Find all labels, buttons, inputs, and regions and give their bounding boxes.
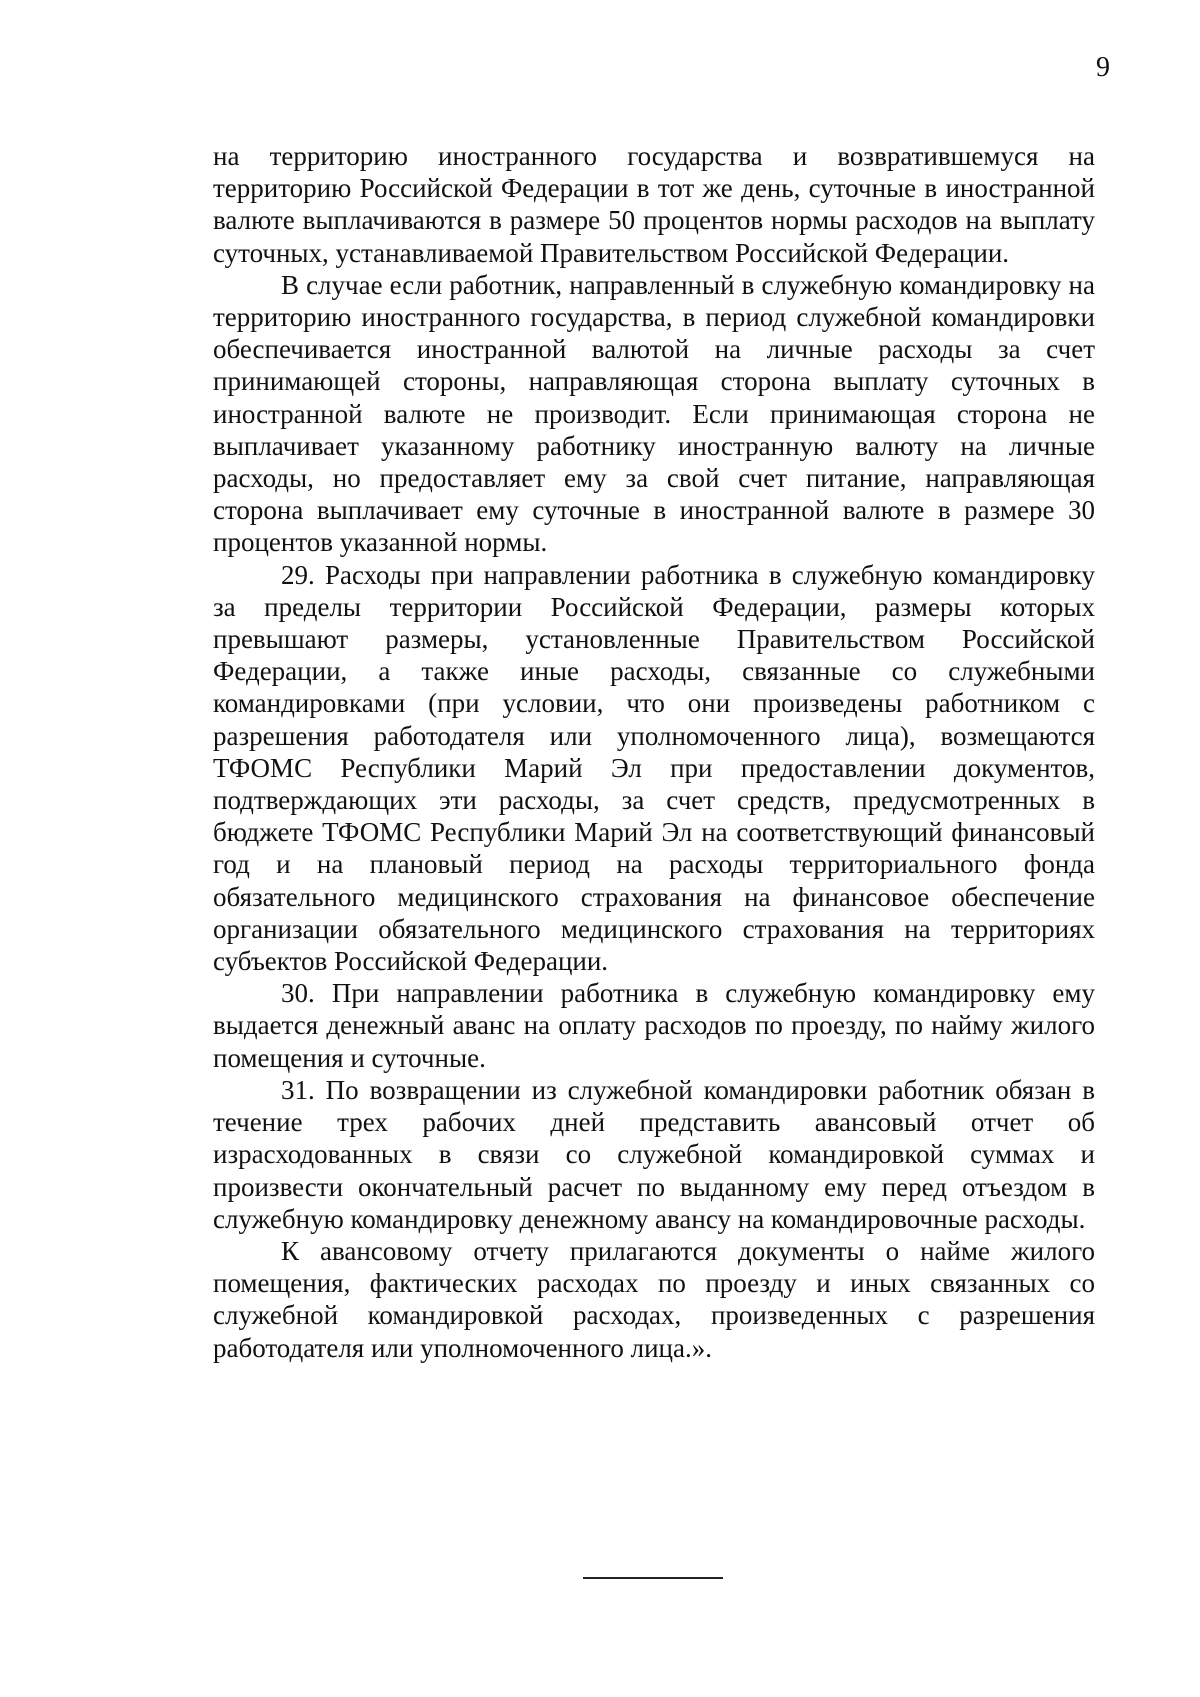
paragraph-advance-report: К авансовому отчету прилагаются документы о найме жилого помещения, фактических расходах по проезду и иных связанных со служебной командировкой расходах, произведенных с разрешения работодателя или уполномоченного лица.». xyxy=(213,1235,1095,1363)
paragraph-foreign-currency: В случае если работник, направленный в служебную командировку на территорию иностранного государства, в период служебной командировки обеспечивается иностранной валютой на личные расходы за счет принимающей стороны, направляющая сторона выплату суточных в иностранной валюте не производит. Если принимающая сторона не выплачивает указанному работнику иностранную валюту на личные расходы, но предоставляет ему за свой счет питание, направляющая сторона выплачивает ему суточные в иностранной валюте в размере 30 процентов указанной нормы. xyxy=(213,269,1095,558)
paragraph-item-29: 29. Расходы при направлении работника в служебную командировку за пределы территории Российской Федерации, размеры которых превышают размеры, установленные Правительством Российской Федерации, а также иные расходы, связанные со служебными командировками (при условии, что они произведены работником с разрешения работодателя или уполномоченного лица), возмещаются ТФОМС Республики Марий Эл при предоставлении документов, подтверждающих эти расходы, за счет средств, предусмотренных в бюджете ТФОМС Республики Марий Эл на соответствующий финансовый год и на плановый период на расходы территориального фонда обязательного медицинского страхования на финансовое обеспечение организации обязательного медицинского страхования на территориях субъектов Российской Федерации. xyxy=(213,559,1095,977)
paragraph-item-31: 31. По возвращении из служебной командировки работник обязан в течение трех рабочих дней представить авансовый отчет об израсходованных в связи со служебной командировкой суммах и произвести окончательный расчет по выданному ему перед отъездом в служебную командировку денежному авансу на командировочные расходы. xyxy=(213,1074,1095,1234)
paragraph-item-30: 30. При направлении работника в служебную командировку ему выдается денежный аванс на оплату расходов по проезду, по найму жилого помещения и суточные. xyxy=(213,978,1095,1073)
paragraph-continuation: на территорию иностранного государства и возвратившемуся на территорию Российской Федерации в тот же день, суточные в иностранной валюте выплачиваются в размере 50 процентов нормы расходов на выплату суточных, устанавливаемой Правительством Российской Федерации. xyxy=(213,141,1095,268)
end-of-text-rule xyxy=(583,1577,723,1579)
page-number: 9 xyxy=(1096,52,1110,83)
document-body xyxy=(213,140,1095,1364)
